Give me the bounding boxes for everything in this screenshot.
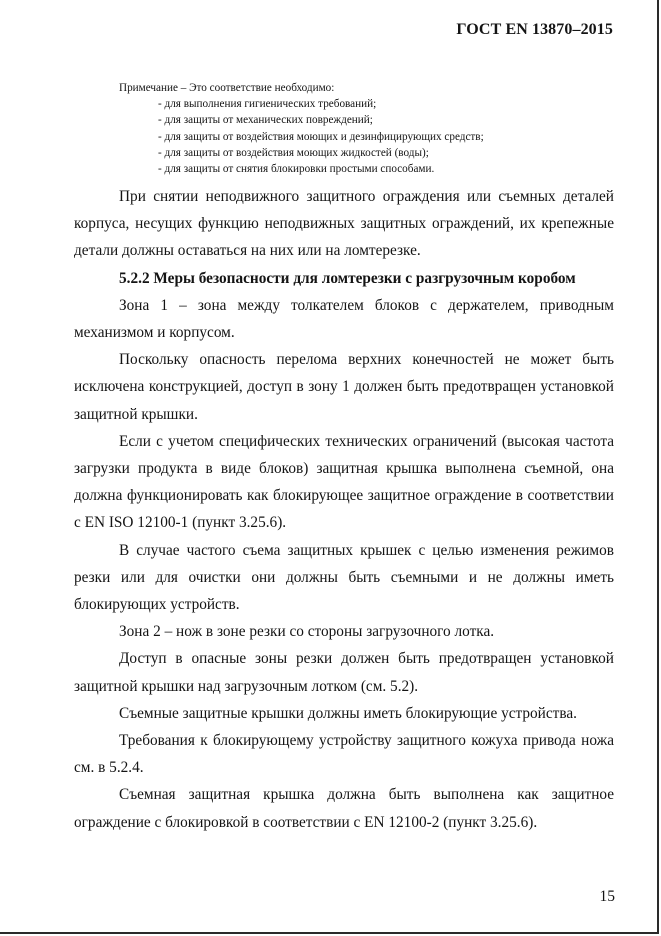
paragraph: Поскольку опасность перелома верхних конечностей не может быть исключена конструкцией, доступ в зону 1 должен быть предотвращен установкой защитной крышки. — [74, 351, 614, 423]
note-item: - для выполнения гигиенических требований; — [158, 98, 377, 111]
paragraph: При снятии неподвижного защитного ограждения или съемных деталей корпуса, несущих функцию неподвижных защитных ограждений, их крепежные детали должны оставаться на них или на ломтерезке. — [74, 188, 614, 260]
paragraph: Зона 2 – нож в зоне резки со стороны загрузочного лотка. — [119, 623, 495, 641]
paragraph: Съемные защитные крышки должны иметь блокирующие устройства. — [119, 704, 577, 722]
paragraph: Доступ в опасные зоны резки должен быть предотвращен установкой защитной крышки над загрузочным лотком (см. 5.2). — [74, 650, 614, 695]
note-lead: Примечание – Это соответствие необходимо: — [119, 82, 335, 94]
document-header: ГОСТ EN 13870–2015 — [456, 21, 613, 38]
note-item: - для защиты от воздействия моющих жидкостей (воды); — [158, 146, 429, 159]
paragraph: Съемная защитная крышка должна быть выполнена как защитное ограждение с блокировкой в соответствии с EN 12100-2 (пункт 3.25.6). — [74, 786, 614, 831]
paragraph: В случае частого съема защитных крышек с целью изменения режимов резки или для очистки они должны быть съемными и не должны иметь блокирующих устройств. — [74, 541, 614, 614]
section-heading: 5.2.2 Меры безопасности для ломтерезки с разгрузочным коробом — [119, 269, 576, 287]
note-item: - для защиты от снятия блокировки простыми способами. — [158, 163, 435, 176]
note-list — [119, 96, 599, 177]
note-item: - для защиты от воздействия моющих и дезинфицирующих средств; — [158, 130, 484, 143]
paragraph: Если с учетом специфических технических ограничений (высокая частота загрузки продукта в виде блоков) защитная крышка выполнена съемной, она должна функционировать как блокирующее защитное ограждение в соответствии с EN ISO 12100-1 (пункт 3.25.6). — [74, 432, 614, 532]
page-number: 15 — [599, 888, 615, 905]
paragraph: Требования к блокирующему устройству защитного кожуха привода ножа см. в 5.2.4. — [74, 732, 614, 777]
main-text — [74, 183, 614, 836]
paragraph: Зона 1 – зона между толкателем блоков с держателем, приводным механизмом и корпусом. — [74, 296, 614, 342]
note-block — [119, 80, 599, 177]
note-item: - для защиты от механических повреждений; — [158, 114, 373, 127]
